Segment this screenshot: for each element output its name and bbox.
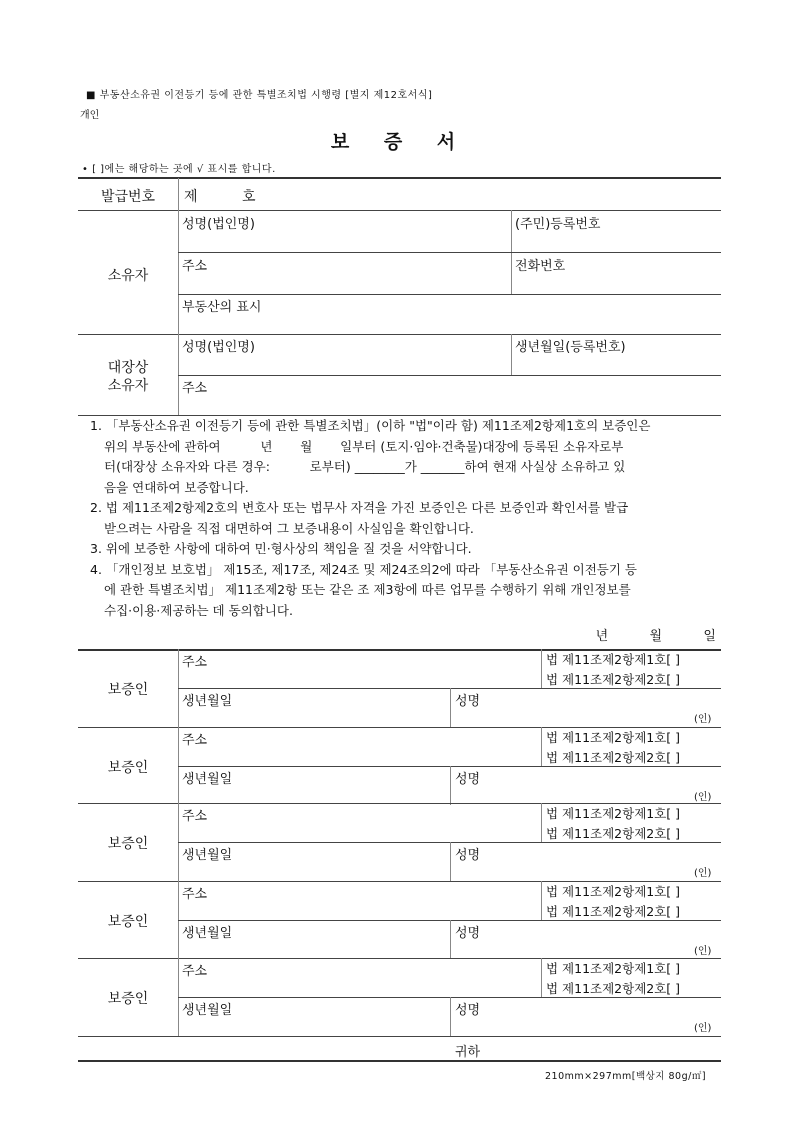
guarantor-check-2[interactable]: 법 제11조제2항제2호[ ] bbox=[546, 750, 681, 765]
seal-mark: (인) bbox=[694, 946, 712, 957]
statement-line: 에 관한 특별조치법」 제11조제2항 또는 같은 조 제3항에 따른 업무를 수행하기 위해 개인정보를 bbox=[104, 582, 631, 597]
paper-spec-footer: 210mm×297mm[백상지 80g/㎡] bbox=[545, 1071, 707, 1082]
statements bbox=[90, 416, 720, 621]
guarantor-label: 보증인 bbox=[107, 682, 149, 698]
seal-mark: (인) bbox=[694, 868, 712, 879]
guarantor-name-field[interactable]: 성명 bbox=[455, 848, 481, 863]
guarantor-birth-field[interactable]: 생년월일 bbox=[182, 926, 233, 941]
instruction-note: • [ ]에는 해당하는 곳에 √ 표시를 합니다. bbox=[82, 164, 276, 175]
amendment-note: 개인 bbox=[80, 110, 100, 121]
guarantor-check-2[interactable]: 법 제11조제2항제2호[ ] bbox=[546, 672, 681, 687]
guarantor-address-field[interactable]: 주소 bbox=[182, 655, 208, 670]
ledger-owner-label: 대장상 소유자 bbox=[107, 360, 149, 394]
guarantor-check-1[interactable]: 법 제11조제2항제1호[ ] bbox=[546, 961, 681, 976]
seal-mark: (인) bbox=[694, 792, 712, 803]
guarantor-birth-field[interactable]: 생년월일 bbox=[182, 694, 233, 709]
guarantor-check-1[interactable]: 법 제11조제2항제1호[ ] bbox=[546, 652, 681, 667]
owner-name-field[interactable]: 성명(법인명) bbox=[182, 217, 255, 232]
statement-line: 3. 위에 보증한 사항에 대하여 민·형사상의 책임을 질 것을 서약합니다. bbox=[90, 541, 472, 556]
guarantor-birth-field[interactable]: 생년월일 bbox=[182, 772, 233, 787]
law-reference: ■ 부동산소유권 이전등기 등에 관한 특별조치법 시행령 [별지 제12호서식] bbox=[86, 90, 433, 101]
guarantor-birth-field[interactable]: 생년월일 bbox=[182, 1003, 233, 1018]
owner-label: 소유자 bbox=[107, 268, 149, 284]
guarantor-check-2[interactable]: 법 제11조제2항제2호[ ] bbox=[546, 826, 681, 841]
owner-reg-no-field[interactable]: (주민)등록번호 bbox=[515, 217, 601, 232]
ledger-name-field[interactable]: 성명(법인명) bbox=[182, 340, 255, 355]
owner-address-field[interactable]: 주소 bbox=[182, 259, 208, 274]
statement-line: 2. 법 제11조제2항제2호의 변호사 또는 법무사 자격을 가진 보증인은 다른 보증인과 확인서를 발급 bbox=[90, 500, 629, 515]
statement-line: 위의 부동산에 관하여 년 월 일부터 (토지·임야·건축물)대장에 등록된 소유자로부 bbox=[104, 438, 624, 454]
date-line[interactable]: 년 월 일 bbox=[595, 629, 716, 644]
guarantor-address-field[interactable]: 주소 bbox=[182, 964, 208, 979]
guarantor-check-1[interactable]: 법 제11조제2항제1호[ ] bbox=[546, 730, 681, 745]
guarantor-check-2[interactable]: 법 제11조제2항제2호[ ] bbox=[546, 981, 681, 996]
ledger-birth-field[interactable]: 생년월일(등록번호) bbox=[515, 340, 626, 355]
statement-line: 4. 「개인정보 보호법」 제15조, 제17조, 제24조 및 제24조의2에 따라 「부동산소유권 이전등기 등 bbox=[90, 561, 637, 577]
statement-line: 수집·이용·제공하는 데 동의합니다. bbox=[104, 602, 293, 618]
guarantor-check-1[interactable]: 법 제11조제2항제1호[ ] bbox=[546, 884, 681, 899]
statement-line: 받으려는 사람을 직접 대면하여 그 보증내용이 사실임을 확인합니다. bbox=[104, 520, 474, 536]
statement-line: 음을 연대하여 보증합니다. bbox=[104, 479, 249, 495]
issue-number-field[interactable]: 제 호 bbox=[184, 189, 256, 205]
guarantor-address-field[interactable]: 주소 bbox=[182, 809, 208, 824]
guarantor-name-field[interactable]: 성명 bbox=[455, 1003, 481, 1018]
property-field[interactable]: 부동산의 표시 bbox=[182, 300, 262, 315]
guarantor-label: 보증인 bbox=[107, 991, 149, 1007]
guarantor-check-2[interactable]: 법 제11조제2항제2호[ ] bbox=[546, 904, 681, 919]
guarantor-check-1[interactable]: 법 제11조제2항제1호[ ] bbox=[546, 806, 681, 821]
seal-mark: (인) bbox=[694, 1023, 712, 1034]
guarantor-name-field[interactable]: 성명 bbox=[455, 694, 481, 709]
guarantor-name-field[interactable]: 성명 bbox=[455, 926, 481, 941]
owner-phone-field[interactable]: 전화번호 bbox=[515, 259, 566, 274]
guarantor-label: 보증인 bbox=[107, 760, 149, 776]
guarantor-name-field[interactable]: 성명 bbox=[455, 772, 481, 787]
guarantor-birth-field[interactable]: 생년월일 bbox=[182, 848, 233, 863]
guarantor-address-field[interactable]: 주소 bbox=[182, 733, 208, 748]
seal-mark: (인) bbox=[694, 714, 712, 725]
page-title: 보 증 서 bbox=[330, 131, 470, 153]
guarantor-address-field[interactable]: 주소 bbox=[182, 887, 208, 902]
statement-line: 1. 「부동산소유권 이전등기 등에 관한 특별조치법」(이하 "법"이라 함) 제11조제2항제1호의 보증인은 bbox=[90, 418, 651, 433]
statement-line: 터(대장상 소유자와 다른 경우: 로부터) ________가 _______하여 현재 사실상 소유하고 있 bbox=[104, 459, 626, 474]
issue-label: 발급번호 bbox=[100, 189, 156, 205]
addressee: 귀하 bbox=[455, 1045, 481, 1060]
guarantor-label: 보증인 bbox=[107, 914, 149, 930]
guarantor-label: 보증인 bbox=[107, 836, 149, 852]
ledger-address-field[interactable]: 주소 bbox=[182, 381, 208, 396]
